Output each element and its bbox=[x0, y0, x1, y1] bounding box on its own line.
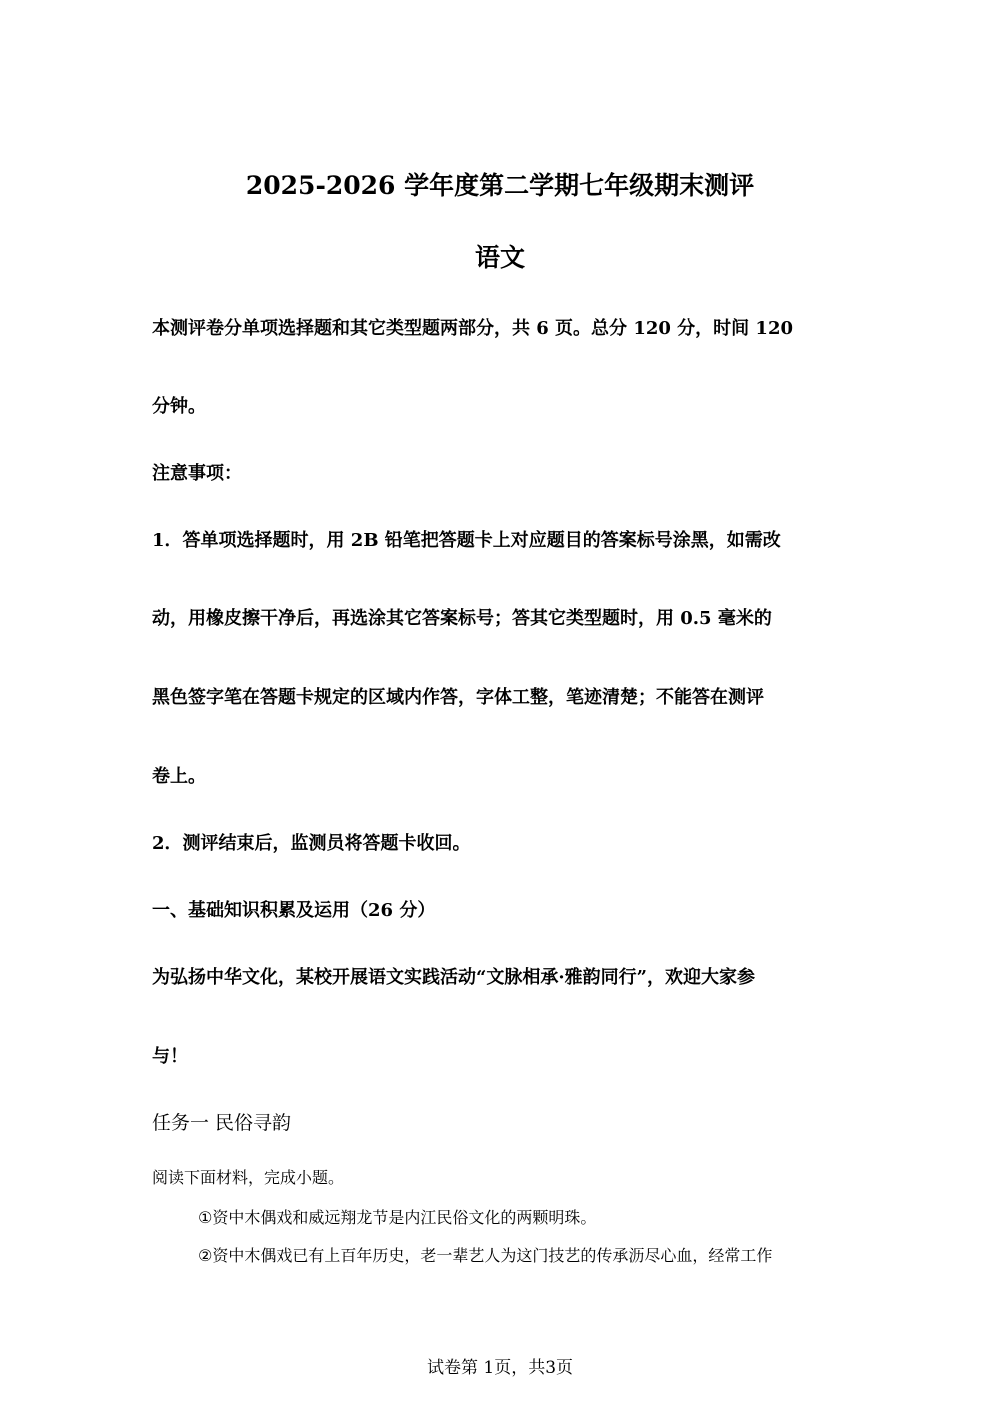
notes-item2: 2．测评结束后，监测员将答题卡收回。 bbox=[152, 833, 471, 854]
notes-heading: 注意事项： bbox=[152, 463, 242, 484]
exam-title: 2025-2026 学年度第二学期七年级期末测评 bbox=[245, 171, 755, 200]
passage-paragraph-2: ②资中木偶戏已有上百年历史，老一辈艺人为这门技艺的传承沥尽心血，经常工作 bbox=[198, 1246, 773, 1265]
task-title: 任务一 民俗寻韵 bbox=[152, 1112, 292, 1134]
intro-line-2: 分钟。 bbox=[152, 396, 206, 417]
passage-paragraph-1: ①资中木偶戏和威远翔龙节是内江民俗文化的两颗明珠。 bbox=[198, 1208, 597, 1227]
intro-line-1: 本测评卷分单项选择题和其它类型题两部分，共 6 页。总分 120 分，时间 120 bbox=[152, 318, 794, 339]
notes-item1-line-3: 黑色签字笔在答题卡规定的区域内作答，字体工整，笔迹清楚；不能答在测评 bbox=[152, 687, 764, 708]
reading-instruction: 阅读下面材料，完成小题。 bbox=[152, 1168, 345, 1187]
notes-item1-line-1: 1．答单项选择题时，用 2B 铅笔把答题卡上对应题目的答案标号涂黑，如需改 bbox=[152, 530, 781, 551]
notes-item1-line-2: 动，用橡皮擦干净后，再选涂其它答案标号；答其它类型题时，用 0.5 毫米的 bbox=[152, 608, 772, 629]
subject-title: 语文 bbox=[474, 243, 525, 272]
page-footer: 试卷第 1页，共3页 bbox=[426, 1358, 574, 1378]
section1-heading: 一、基础知识积累及运用（26 分） bbox=[152, 900, 436, 921]
notes-item1-line-4: 卷上。 bbox=[152, 766, 206, 787]
section1-intro-line-2: 与！ bbox=[152, 1046, 188, 1067]
section1-intro-line-1: 为弘扬中华文化，某校开展语文实践活动“文脉相承·雅韵同行”，欢迎大家参 bbox=[152, 967, 755, 988]
